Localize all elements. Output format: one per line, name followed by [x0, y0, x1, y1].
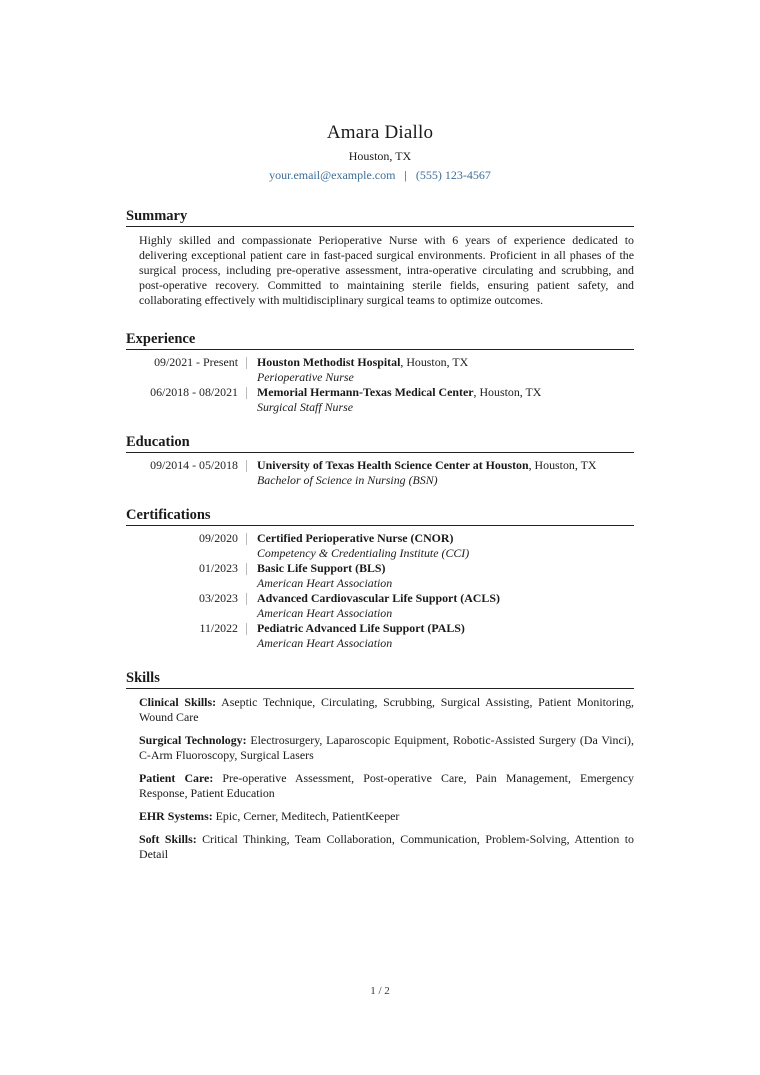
entry-date: 09/2021 - Present — [126, 355, 247, 385]
skill-group — [139, 695, 634, 725]
skill-label: Soft Skills: — [139, 832, 197, 846]
entry-location: , Houston, TX — [528, 458, 597, 472]
skill-list: Electrosurgery, Laparoscopic Equipment, Robotic-Assisted Surgery (Da Vinci), C-Arm Fluoroscopy, Surgical Lasers — [139, 733, 634, 762]
entry-date: 01/2023 — [126, 561, 247, 591]
phone-link[interactable]: (555) 123-4567 — [415, 168, 491, 182]
experience-entry — [126, 355, 634, 385]
skill-label: Patient Care: — [139, 771, 214, 785]
certification-entry — [126, 561, 634, 591]
education-section — [126, 433, 634, 488]
email-link[interactable]: your.email@example.com — [269, 168, 396, 182]
candidate-location: Houston, TX — [348, 149, 412, 163]
entry-date: 09/2020 — [126, 531, 247, 561]
summary-heading: Summary — [126, 207, 634, 227]
candidate-name: Amara Diallo — [326, 122, 434, 143]
education-entry — [126, 458, 634, 488]
skill-group — [139, 733, 634, 763]
entry-date: 11/2022 — [126, 621, 247, 651]
entry-organization: Houston Methodist Hospital — [257, 355, 401, 369]
contact-separator: | — [404, 168, 407, 182]
entry-date: 03/2023 — [126, 591, 247, 621]
resume-header — [126, 122, 634, 183]
certifications-heading: Certifications — [126, 506, 634, 526]
resume-page — [126, 122, 634, 862]
skills-section — [126, 669, 634, 862]
certification-name: Certified Perioperative Nurse (CNOR) — [257, 531, 454, 545]
entry-degree: Bachelor of Science in Nursing (BSN) — [257, 473, 438, 487]
entry-role: Surgical Staff Nurse — [257, 400, 354, 414]
skill-group — [139, 771, 634, 801]
certification-entry — [126, 531, 634, 561]
entry-date: 06/2018 - 08/2021 — [126, 385, 247, 415]
certification-name: Pediatric Advanced Life Support (PALS) — [257, 621, 465, 635]
certification-name: Advanced Cardiovascular Life Support (ACLS) — [257, 591, 500, 605]
certification-issuer: American Heart Association — [257, 576, 393, 590]
entry-date: 09/2014 - 05/2018 — [126, 458, 247, 488]
certification-issuer: American Heart Association — [257, 636, 393, 650]
experience-section — [126, 330, 634, 415]
education-heading: Education — [126, 433, 634, 453]
experience-entry — [126, 385, 634, 415]
experience-heading: Experience — [126, 330, 634, 350]
skill-list: Critical Thinking, Team Collaboration, Communication, Problem-Solving, Attention to Detail — [139, 832, 634, 861]
skill-list: Epic, Cerner, Meditech, PatientKeeper — [212, 809, 400, 823]
entry-location: , Houston, TX — [473, 385, 542, 399]
skill-group — [139, 832, 634, 862]
skill-label: Clinical Skills: — [139, 695, 217, 709]
skill-list: Aseptic Technique, Circulating, Scrubbing, Surgical Assisting, Patient Monitoring, Wound Care — [139, 695, 634, 724]
certification-issuer: American Heart Association — [257, 606, 393, 620]
skill-group — [139, 809, 634, 824]
entry-location: , Houston, TX — [400, 355, 469, 369]
certification-entry — [126, 621, 634, 651]
summary-section — [126, 207, 634, 308]
certifications-section — [126, 506, 634, 651]
entry-organization: University of Texas Health Science Center at Houston — [257, 458, 529, 472]
skills-heading: Skills — [126, 669, 634, 689]
entry-organization: Memorial Hermann-Texas Medical Center — [257, 385, 474, 399]
skill-list: Pre-operative Assessment, Post-operative Care, Pain Management, Emergency Response, Patient Education — [139, 771, 634, 800]
certification-issuer: Competency & Credentialing Institute (CCI) — [257, 546, 470, 560]
page-number: 1 / 2 — [370, 985, 390, 997]
certification-name: Basic Life Support (BLS) — [257, 561, 386, 575]
contact-line — [126, 167, 634, 183]
skill-label: EHR Systems: — [139, 809, 213, 823]
certification-entry — [126, 591, 634, 621]
skill-label: Surgical Technology: — [139, 733, 247, 747]
summary-text: Highly skilled and compassionate Perioperative Nurse with 6 years of experience dedicated to delivering exceptional patient care in fast-paced surgical environments. Proficient in all phases of the surgical process, including pre-operative assessment, intra-operative circulating and scrubbing, and post-operative recovery. Committed to maintaining sterile fields, ensuring patient safety, and collaborating effectively with multidisciplinary surgical teams to optimize outcomes. — [139, 233, 634, 307]
entry-role: Perioperative Nurse — [257, 370, 354, 384]
